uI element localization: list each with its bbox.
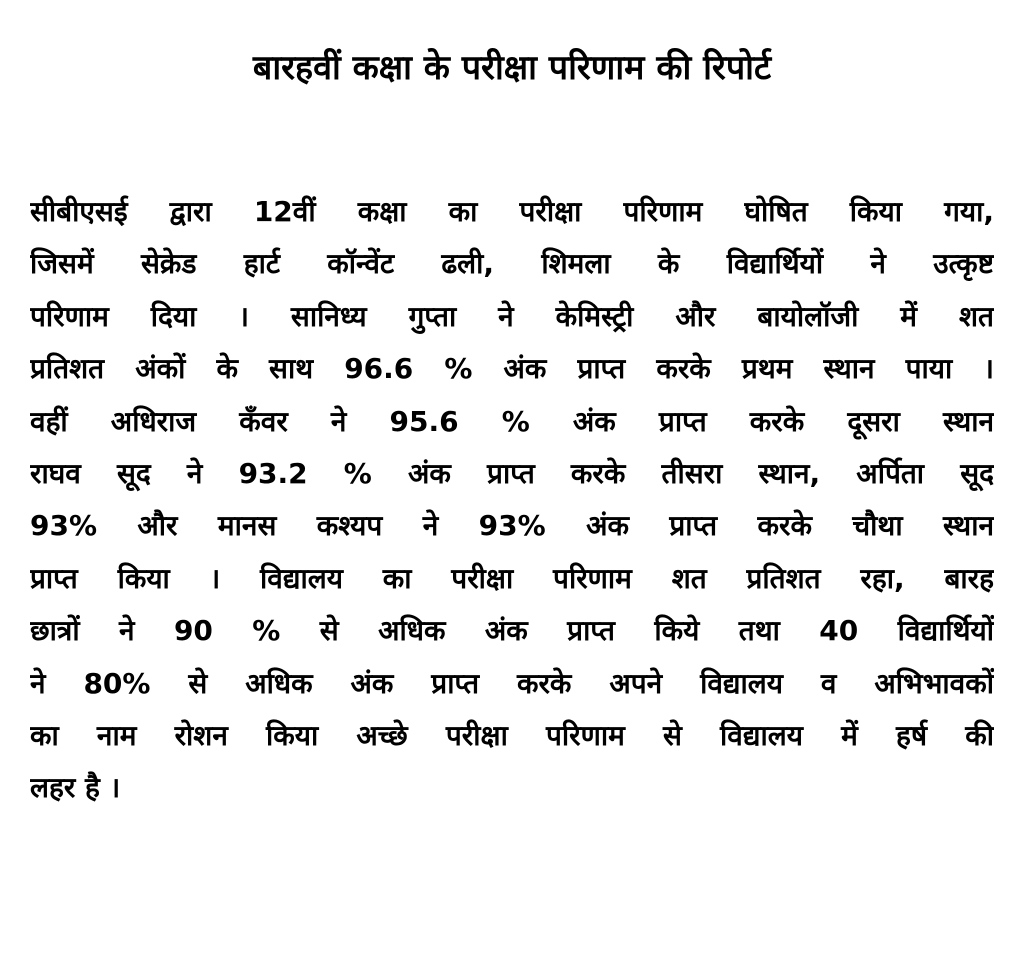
body-line: जिसमें सेक्रेड हार्ट कॉन्वेंट ढली, शिमला के विद्यार्थियों ने उत्कृष्ट [30,247,994,281]
body-line: का नाम रोशन किया अच्छे परीक्षा परिणाम से विद्यालय में हर्ष की [30,718,994,752]
body-line: राघव सूद ने 93.2 % अंक प्राप्त करके तीसरा स्थान, अर्पिता सूद [30,456,994,490]
body-line: प्राप्त किया । विद्यालय का परीक्षा परिणाम शत प्रतिशत रहा, बारह [30,561,994,595]
document-title: बारहवीं कक्षा के परीक्षा परिणाम की रिपोर्ट [252,48,772,88]
body-line-last: लहर है । [30,771,121,805]
report-body [30,186,994,815]
body-line: प्रतिशत अंकों के साथ 96.6 % अंक प्राप्त करके प्रथम स्थान पाया । [30,352,994,386]
body-line: ने 80% से अधिक अंक प्राप्त करके अपने विद्यालय व अभिभावकों [30,666,994,700]
body-line: 93% और मानस कश्यप ने 93% अंक प्राप्त करके चौथा स्थान [30,509,994,543]
body-line: वहीं अधिराज कँवर ने 95.6 % अंक प्राप्त करके दूसरा स्थान [30,404,994,438]
body-line: परिणाम दिया । सानिध्य गुप्ता ने केमिस्ट्री और बायोलॉजी में शत [30,299,994,333]
body-line: छात्रों ने 90 % से अधिक अंक प्राप्त किये तथा 40 विद्यार्थियों [30,614,994,648]
body-line: सीबीएसई द्वारा 12वीं कक्षा का परीक्षा परिणाम घोषित किया गया, [30,195,994,228]
